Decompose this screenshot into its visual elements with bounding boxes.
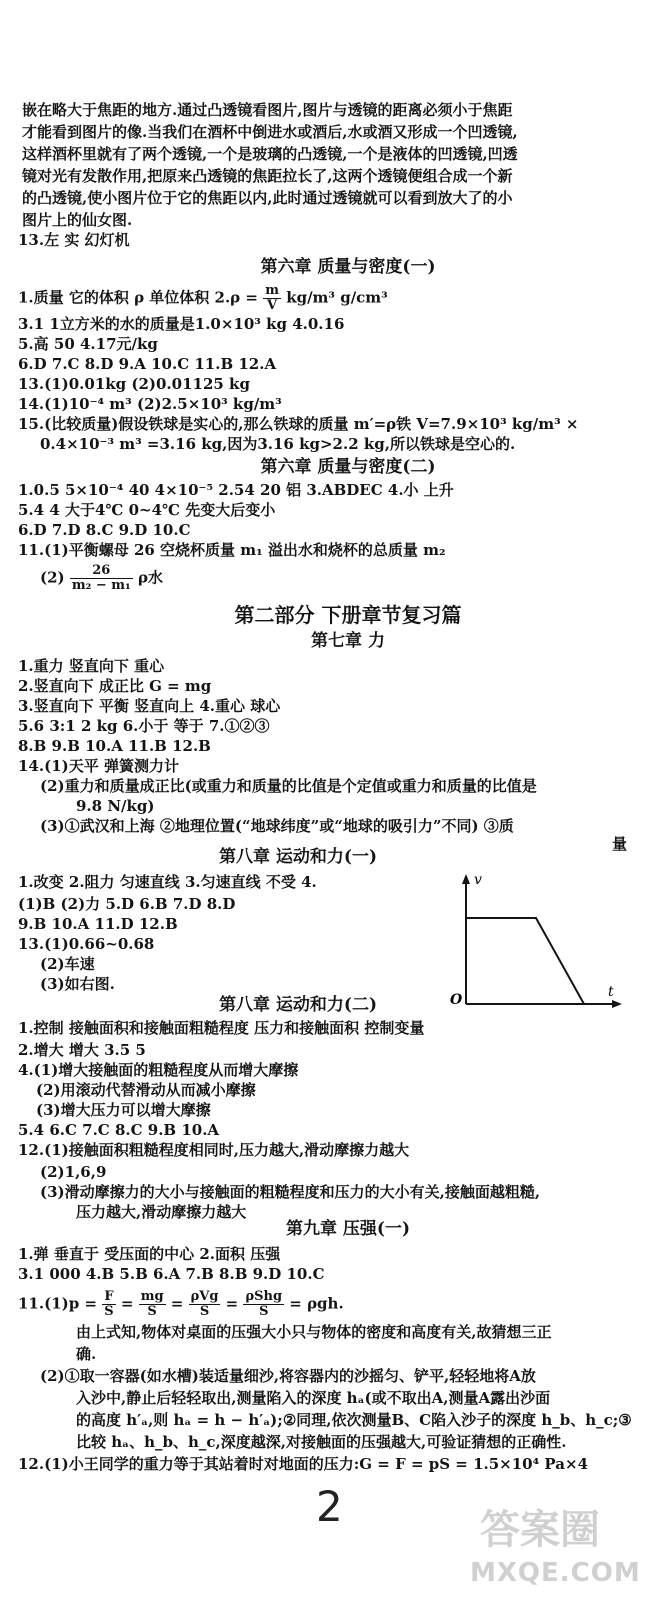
pressure-fraction-3 bbox=[189, 1290, 221, 1319]
frac-den: S bbox=[259, 1304, 269, 1319]
ch7-line-8: 9.8 N/kg) bbox=[76, 797, 155, 815]
chapter-8-part2-title: 第八章 运动和力(二) bbox=[218, 995, 377, 1015]
ch6b-line-4: 11.(1)平衡螺母 26 空烧杯质量 m₁ 溢出水和烧杯的总质量 m₂ bbox=[18, 541, 446, 559]
watermark-logo: 答案圈 bbox=[480, 1507, 600, 1553]
pressure-fraction-4 bbox=[243, 1290, 284, 1319]
part-2-title: 第二部分 下册章节复习篇 bbox=[234, 603, 462, 627]
chapter-6-part2-title: 第六章 质量与密度(二) bbox=[260, 457, 436, 477]
page-number: 2 bbox=[316, 1482, 343, 1531]
ch6a-line-4: 6.D 7.C 8.D 9.A 10.C 11.B 12.A bbox=[18, 355, 277, 373]
ch6b-line-5-tail: ρ水 bbox=[137, 568, 163, 587]
ch9-line-3-pre: 11.(1)p = bbox=[18, 1294, 98, 1313]
frac-num: m bbox=[265, 283, 279, 298]
ch7-line-9: (3)①武汉和上海 ②地理位置(“地球纬度”或“地球的吸引力”不同) ③质 bbox=[40, 817, 514, 835]
ch9-line-6: (2)①取一容器(如水槽)装适量细沙,将容器内的沙摇匀、铲平,轻轻地将A放 bbox=[40, 1367, 536, 1385]
ch6a-line-7: 15.(比较质量)假设铁球是实心的,那么铁球的质量 m′=ρ铁 V=7.9×10³ kg/m³ × bbox=[18, 415, 579, 433]
ch8a-line-2: (1)B (2)力 5.D 6.B 7.D 8.D bbox=[18, 895, 236, 913]
ch8b-line-10: 压力越大,滑动摩擦力越大 bbox=[76, 1203, 247, 1221]
ch8a-line-6: (3)如右图. bbox=[40, 975, 115, 993]
frac-num: mg bbox=[140, 1289, 164, 1304]
ch8b-line-5: (3)增大压力可以增大摩擦 bbox=[36, 1101, 211, 1119]
intro-line-5: 的凸透镜,使小图片位于它的焦距以内,此时通过透镜就可以看到放大了的小 bbox=[22, 189, 513, 207]
ch7-line-1: 1.重力 竖直向下 重心 bbox=[18, 657, 165, 675]
pressure-fraction-1 bbox=[102, 1290, 115, 1319]
frac-den: S bbox=[147, 1304, 157, 1319]
ch8b-line-8: (2)1,6,9 bbox=[40, 1163, 107, 1181]
v-label: v bbox=[474, 872, 482, 888]
ch6a-line-1 bbox=[18, 284, 388, 313]
origin-label: O bbox=[450, 992, 463, 1008]
density-fraction bbox=[263, 284, 281, 313]
chapter-7-title: 第七章 力 bbox=[311, 631, 385, 651]
ch6a-line-2: 3.1 1立方米的水的质量是1.0×10³ kg 4.0.16 bbox=[18, 315, 345, 333]
frac-num: 26 bbox=[70, 564, 133, 579]
intro-line-4: 镜对光有发散作用,把原来凸透镜的焦距拉长了,这两个透镜便组合成一个新 bbox=[22, 167, 513, 185]
ch6b-line-5 bbox=[40, 564, 163, 593]
ch6b-line-1: 1.0.5 5×10⁻⁴ 40 4×10⁻⁵ 2.54 20 铝 3.ABDEC 4.小 上升 bbox=[18, 481, 454, 499]
ch8b-line-7: 12.(1)接触面积粗糙程度相同时,压力越大,滑动摩擦力越大 bbox=[18, 1141, 410, 1159]
intro-line-3: 这样酒杯里就有了两个透镜,一个是玻璃的凸透镜,一个是液体的凹透镜,凹透 bbox=[22, 145, 518, 163]
frac-den: S bbox=[104, 1304, 114, 1319]
ch8b-line-1: 1.控制 接触面积和接触面粗糙程度 压力和接触面积 控制变量 bbox=[18, 1019, 425, 1037]
intro-line-2: 才能看到图片的像.当我们在酒杯中倒进水或酒后,水或酒又形成一个凹透镜, bbox=[22, 123, 518, 141]
ch6b-line-3: 6.D 7.D 8.C 9.D 10.C bbox=[18, 521, 191, 539]
equals-sign: = bbox=[170, 1294, 184, 1313]
frac-den: m₂ − m₁ bbox=[71, 578, 131, 593]
answer-13-prev: 13.左 实 幻灯机 bbox=[18, 231, 130, 249]
frac-num: F bbox=[102, 1290, 115, 1305]
chapter-6-part1-title: 第六章 质量与密度(一) bbox=[260, 257, 436, 277]
ch7-line-2: 2.竖直向下 成正比 G = mg bbox=[18, 677, 212, 695]
ch9-line-2: 3.1 000 4.B 5.B 6.A 7.B 8.B 9.D 10.C bbox=[18, 1265, 325, 1283]
frac-den: V bbox=[267, 298, 278, 313]
ch7-line-10: 量 bbox=[612, 835, 628, 853]
ch8a-line-1: 1.改变 2.阻力 匀速直线 3.匀速直线 不受 4. bbox=[18, 873, 317, 891]
ch7-line-4: 5.6 3:1 2 kg 6.小于 等于 7.①②③ bbox=[18, 717, 270, 735]
ch8a-line-4: 13.(1)0.66~0.68 bbox=[18, 935, 155, 953]
ch8a-line-5: (2)车速 bbox=[40, 955, 95, 973]
ch9-line-5: 确. bbox=[76, 1345, 97, 1363]
intro-line-1: 嵌在略大于焦距的地方.通过凸透镜看图片,图片与透镜的距离必须小于焦距 bbox=[22, 101, 513, 119]
ch6a-line-3: 5.高 50 4.17元/kg bbox=[18, 335, 158, 353]
ch8a-line-3: 9.B 10.A 11.D 12.B bbox=[18, 915, 178, 933]
ch6a-line-1-tail: kg/m³ g/cm³ bbox=[286, 288, 388, 307]
ch7-line-5: 8.B 9.B 10.A 11.B 12.B bbox=[18, 737, 211, 755]
ch9-line-7: 入沙中,静止后轻轻取出,测量陷入的深度 hₐ(或不取出A,测量A露出沙面 bbox=[76, 1389, 551, 1407]
ch7-line-6: 14.(1)天平 弹簧测力计 bbox=[18, 757, 179, 775]
ch9-line-3-tail: = ρgh. bbox=[289, 1294, 344, 1313]
frac-den: S bbox=[199, 1304, 210, 1319]
equals-sign: = bbox=[120, 1294, 134, 1313]
ch9-line-10: 12.(1)小王同学的重力等于其站着时对地面的压力:G = F = pS = 1.5×10⁴ Pa×4 bbox=[18, 1455, 589, 1473]
ch8b-line-4: (2)用滚动代替滑动从而减小摩擦 bbox=[36, 1081, 256, 1099]
ch8b-line-6: 5.4 6.C 7.C 8.C 9.B 10.A bbox=[18, 1121, 220, 1139]
watermark-url: MXQE.COM bbox=[470, 1558, 641, 1588]
ch9-line-4: 由上式知,物体对桌面的压强大小只与物体的密度和高度有关,故猜想三正 bbox=[76, 1323, 552, 1341]
ch9-line-1: 1.弹 垂直于 受压面的中心 2.面积 压强 bbox=[18, 1245, 281, 1263]
ch9-line-3 bbox=[18, 1290, 344, 1319]
velocity-time-graph bbox=[446, 870, 626, 1010]
equals-sign: = bbox=[225, 1294, 239, 1313]
ch6a-line-8: 0.4×10⁻³ m³ =3.16 kg,因为3.16 kg>2.2 kg,所以铁球是空心的. bbox=[40, 435, 516, 453]
ch8b-line-2: 2.增大 增大 3.5 5 bbox=[18, 1041, 146, 1059]
ch6b-line-2: 5.4 4 大于4℃ 0~4℃ 先变大后变小 bbox=[18, 501, 276, 519]
ch7-line-7: (2)重力和质量成正比(或重力和质量的比值是个定值或重力和质量的比值是 bbox=[40, 777, 537, 795]
ch8b-line-9: (3)滑动摩擦力的大小与接触面的粗糙程度和压力的大小有关,接触面越粗糙, bbox=[40, 1183, 541, 1201]
ch8b-line-3: 4.(1)增大接触面的粗糙程度从而增大摩擦 bbox=[18, 1061, 299, 1079]
intro-line-6: 图片上的仙女图. bbox=[22, 211, 133, 229]
chapter-8-part1-title: 第八章 运动和力(一) bbox=[218, 847, 377, 867]
pressure-fraction-2 bbox=[139, 1290, 166, 1319]
volume-fraction bbox=[70, 564, 133, 593]
frac-num: ρShg bbox=[245, 1289, 283, 1304]
frac-num: ρVg bbox=[190, 1289, 219, 1304]
v-axis-arrow-icon bbox=[462, 874, 470, 884]
ch6a-line-6: 14.(1)10⁻⁴ m³ (2)2.5×10³ kg/m³ bbox=[18, 395, 282, 413]
t-label: t bbox=[608, 984, 614, 1000]
ch9-line-9: 比较 hₐ、h_b、h_c,深度越深,对接触面的压强越大,可验证猜想的正确性. bbox=[76, 1433, 567, 1451]
chapter-9-title: 第九章 压强(一) bbox=[285, 1219, 410, 1239]
velocity-line bbox=[466, 918, 584, 1004]
ch6a-line-5: 13.(1)0.01kg (2)0.01125 kg bbox=[18, 375, 250, 393]
ch6a-line-1-text: 1.质量 它的体积 ρ 单位体积 2.ρ = bbox=[18, 288, 258, 307]
ch9-line-8: 的高度 h′ₐ,则 hₐ = h − h′ₐ);②同理,依次测量B、C陷入沙子的深度 h_b、h_c;③ bbox=[76, 1411, 632, 1429]
ch6b-line-5-pre: (2) bbox=[40, 568, 65, 587]
ch7-line-3: 3.竖直向下 平衡 竖直向上 4.重心 球心 bbox=[18, 697, 281, 715]
